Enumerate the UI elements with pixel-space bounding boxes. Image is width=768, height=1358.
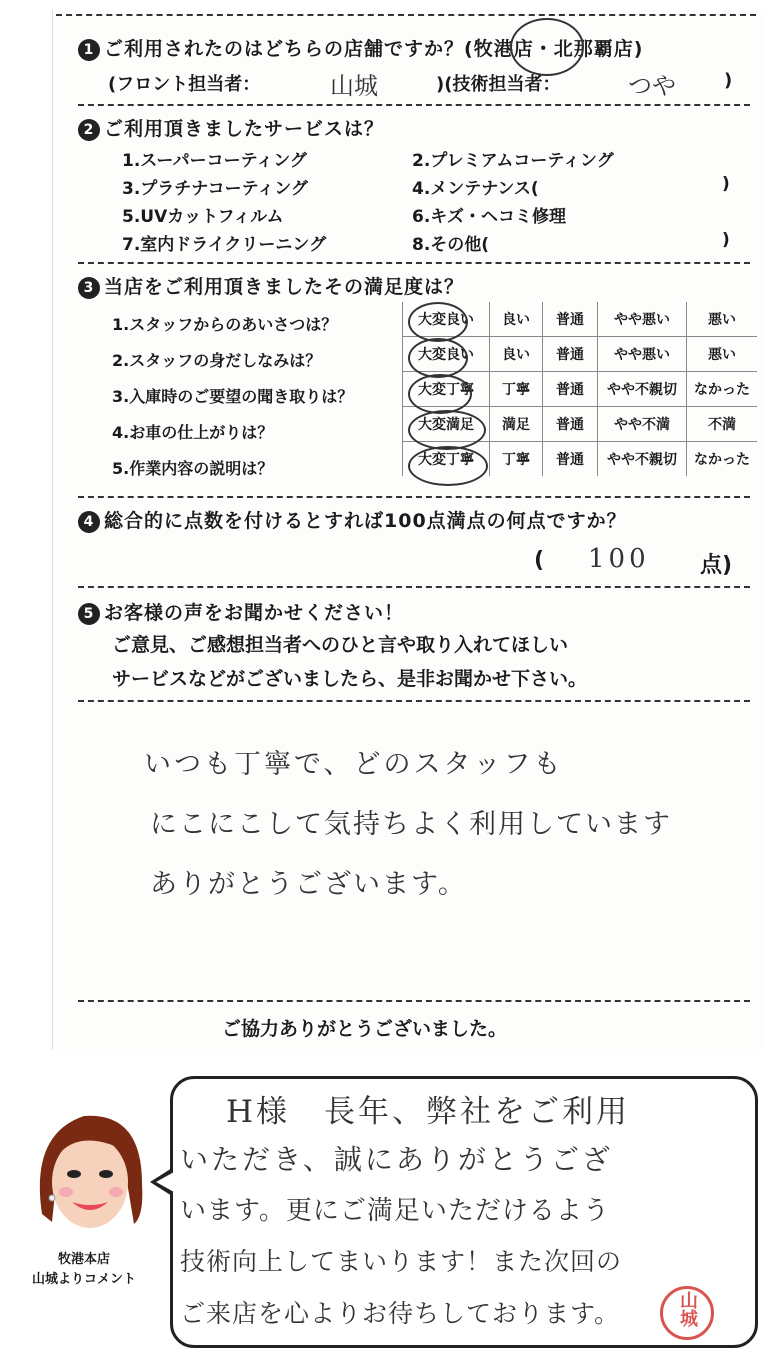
q5-question [78,598,404,625]
rating-option: やや不親切 [598,442,687,477]
q3-divider [78,496,750,498]
reply-line: 技術向上してまいります！また次回の [180,1247,623,1276]
rating-option: やや不満 [598,407,687,442]
rating-option: 普通 [543,372,598,407]
thanks-message: ご協力ありがとうございました。 [222,1018,508,1040]
footer-divider [78,1000,750,1002]
seal-stamp-text: 山城 [677,1291,698,1327]
rating-option: 普通 [543,407,598,442]
rating-option: 丁寧 [490,372,543,407]
rating-selection-circle-2 [408,338,468,378]
seal-stamp [660,1286,714,1340]
q4-text: 総合的に点数を付けるとすれば100点満点の何点ですか？ [104,510,627,532]
rating-option: なかった [687,372,758,407]
q2-question [78,114,384,141]
reply-caption-store: 牧港本店 [57,1252,110,1267]
reply-line: H様 長年、弊社をご利用 [226,1094,631,1130]
q5-line3: サービスなどがございましたら、是非お聞かせ下さい。 [112,668,588,690]
q4-divider [78,586,750,588]
q1-text: ご利用されたのはどちらの店舗ですか？( [104,38,474,60]
rating-question-3: 3.入庫時のご要望の聞き取りは？ [112,387,354,406]
q4-question [78,506,627,533]
rating-question-5: 5.作業内容の説明は？ [112,459,274,478]
score-unit: 点) [700,553,733,578]
tech-value: つや [628,72,676,100]
service-6: 6.キズ・ヘコミ修理 [412,207,566,227]
q1-divider [78,104,750,106]
reply-line: いただき、誠にありがとうござ [180,1143,613,1176]
rating-option: 普通 [543,337,598,372]
service-4: 4.メンテナンス( [412,179,539,199]
reply-line: います。更にご満足いただけるよう [180,1196,610,1226]
tech-label: )(技術担当者： [436,74,561,95]
q3-question [78,272,464,299]
top-divider [56,14,756,16]
service-8-close: ) [722,230,730,250]
customer-comment-line: ありがとうございます。 [150,869,467,900]
score-open: ( [534,548,545,573]
rating-option: 悪い [687,302,758,337]
rating-selection-circle-1 [408,302,468,342]
rating-option: やや悪い [598,302,687,337]
service-5: 5.UVカットフィルム [122,207,284,227]
customer-comment-line: いつも丁寧で、どのスタッフも [144,749,564,780]
service-4-close: ) [722,174,730,194]
q2-number: 2 [78,119,100,141]
rating-option: 大変丁寧 [403,442,490,477]
customer-comment-line: にこにこして気持ちよく利用しています [150,809,672,840]
q5-divider [78,700,750,702]
q2-text: ご利用頂きましたサービスは？ [104,118,385,140]
rating-question-4: 4.お車の仕上がりは？ [112,423,274,442]
front-label: (フロント担当者： [108,74,261,95]
service-3: 3.プラチナコーティング [122,179,308,199]
rating-option: なかった [687,442,758,477]
rating-selection-circle-4 [408,410,486,450]
rating-selection-circle-5 [408,446,488,486]
q1-store-b: 北那覇店 [553,38,634,60]
rating-option: やや悪い [598,337,687,372]
q1-number: 1 [78,39,100,61]
q1-close: ) [633,38,644,60]
rating-option: 悪い [687,337,758,372]
rating-option: 良い [490,337,543,372]
rating-question-1: 1.スタッフからのあいさつは？ [112,315,338,334]
q5-number: 5 [78,603,100,625]
service-7: 7.室内ドライクリーニング [122,235,327,255]
rating-option: 普通 [543,302,598,337]
rating-question-2: 2.スタッフの身だしなみは？ [112,351,322,370]
score-value: 100 [588,544,650,574]
rating-selection-circle-3 [408,374,472,414]
rating-option: 満足 [490,407,543,442]
staff-avatar [24,1094,154,1234]
q5-text: お客様の声をお聞かせください！ [104,602,405,624]
q1-selection-circle [510,18,584,76]
reply-caption-name: 山城よりコメント [31,1272,136,1287]
rating-option: 大変良い [403,302,490,337]
service-8: 8.その他( [412,235,490,255]
speech-bubble-tail-fill [156,1172,174,1192]
rating-option: 大変丁寧 [403,372,490,407]
q2-divider [78,262,750,264]
rating-option: 良い [490,302,543,337]
q4-number: 4 [78,511,100,533]
q1-separator: ・ [533,38,554,60]
q3-number: 3 [78,277,100,299]
staff-portrait-icon [24,1094,154,1234]
q3-text: 当店をご利用頂きましたその満足度は？ [104,276,465,298]
rating-option: 不満 [687,407,758,442]
rating-option: やや不親切 [598,372,687,407]
q5-line2: ご意見、ご感想担当者へのひと言や取り入れてほしい [112,634,569,656]
q1-store-a: 牧港店 [473,38,534,60]
rating-option: 大変良い [403,337,490,372]
service-2: 2.プレミアムコーティング [412,151,614,171]
front-value: 山城 [330,72,378,100]
service-1: 1.スーパーコーティング [122,151,307,171]
rating-option: 大変満足 [403,407,490,442]
tech-close: ) [724,70,733,91]
reply-line: ご来店を心よりお待ちしております。 [180,1299,621,1328]
rating-option: 普通 [543,442,598,477]
rating-option: 丁寧 [490,442,543,477]
